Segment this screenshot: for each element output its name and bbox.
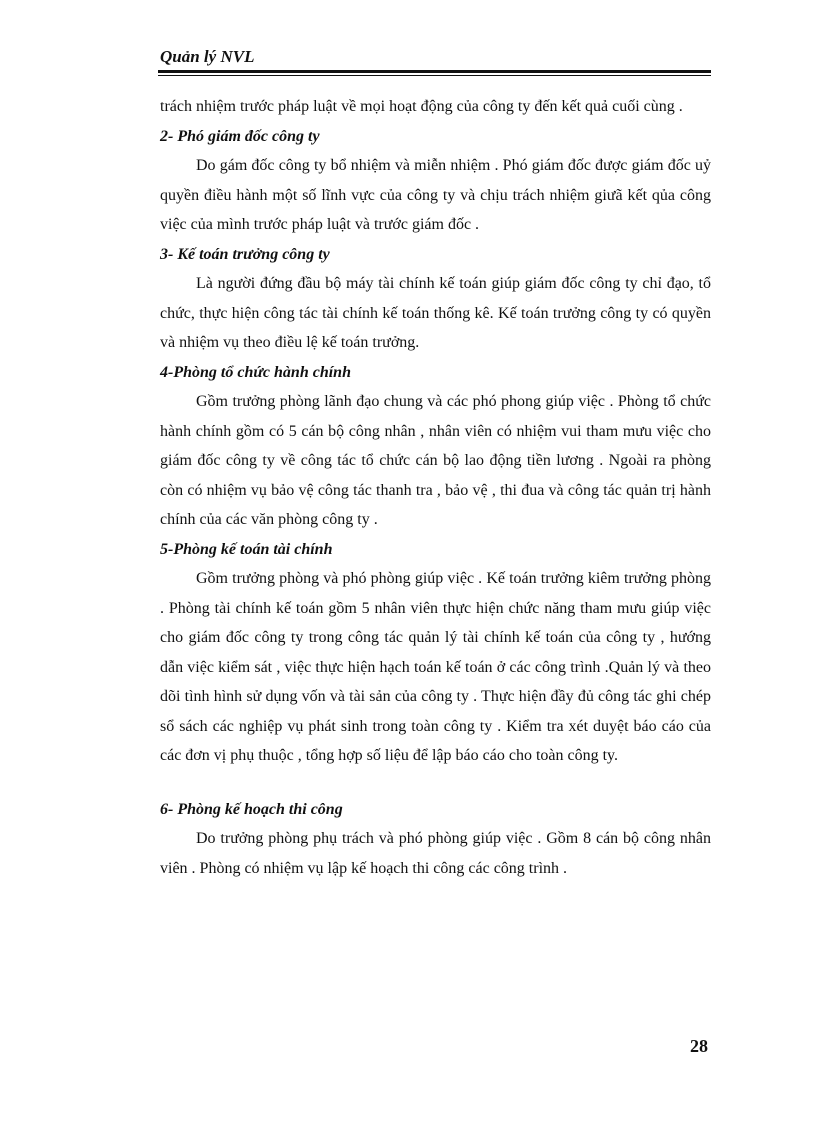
section-heading-admin-dept: 4-Phòng tổ chức hành chính (160, 363, 351, 381)
header-rule-thin (158, 75, 711, 76)
page-number: 28 (690, 1036, 708, 1056)
section-heading-vice-director: 2- Phó giám đốc công ty (160, 127, 320, 145)
section-heading-finance-dept: 5-Phòng kế toán tài chính (160, 540, 333, 558)
section-body-vice-director: Do gám đốc công ty bổ nhiệm và miễn nhiệm . Phó giám đốc được giám đốc uỷ quyền điều hành một số lĩnh vực của công ty và chịu trách nhiệm giưã kết qủa công việc của mình trước pháp luật và trước giám đốc . (160, 157, 711, 233)
section-heading-planning-dept: 6- Phòng kế hoạch thi công (160, 800, 343, 818)
intro-paragraph: trách nhiệm trước pháp luật về mọi hoạt động của công ty đến kết quả cuối cùng . (160, 98, 683, 115)
header-rule-thick (158, 70, 711, 73)
section-body-planning-dept: Do trưởng phòng phụ trách và phó phòng giúp việc . Gồm 8 cán bộ công nhân viên . Phòng có nhiệm vụ lập kế hoạch thi công các công trình . (160, 830, 711, 877)
section-body-finance-dept: Gồm trưởng phòng và phó phòng giúp việc . Kế toán trưởng kiêm trưởng phòng . Phòng tài chính kế toán gồm 5 nhân viên thực hiện chức năng tham mưu giúp việc cho giám đốc công ty trong công tác quản lý tài chính kế toán của công ty , hướng dẫn việc kiểm sát , việc thực hiện hạch toán kế toán ở các công trình .Quản lý và theo dõi tình hình sử dụng vốn và tài sản của công ty . Thực hiện đầy đủ công tác ghi chép sổ sách các nghiệp vụ phát sinh trong toàn công ty . Kiểm tra xét duyệt báo cáo của các đơn vị phụ thuộc , tổng hợp số liệu để lập báo cáo cho toàn công ty. (160, 570, 711, 764)
running-header-title: Quản lý NVL (160, 47, 255, 66)
section-heading-chief-accountant: 3- Kế toán trưởng công ty (160, 245, 330, 263)
section-body-chief-accountant: Là người đứng đầu bộ máy tài chính kế toán giúp giám đốc công ty chỉ đạo, tổ chức, thực hiện công tác tài chính kế toán thống kê. Kế toán trưởng công ty có quyền và nhiệm vụ theo điều lệ kế toán trưởng. (160, 275, 711, 351)
document-body (160, 92, 711, 883)
section-body-admin-dept: Gồm trưởng phòng lãnh đạo chung và các phó phong giúp việc . Phòng tổ chức hành chính gồm có 5 cán bộ công nhân , nhân viên có nhiệm vui tham mưu việc cho giám đốc công ty về công tác tổ chức cán bộ lao động tiền lương . Ngoài ra phòng còn có nhiệm vụ bảo vệ công tác thanh tra , bảo vệ , thi đua và công tác quản trị hành chính của các văn phòng công ty . (160, 393, 711, 528)
